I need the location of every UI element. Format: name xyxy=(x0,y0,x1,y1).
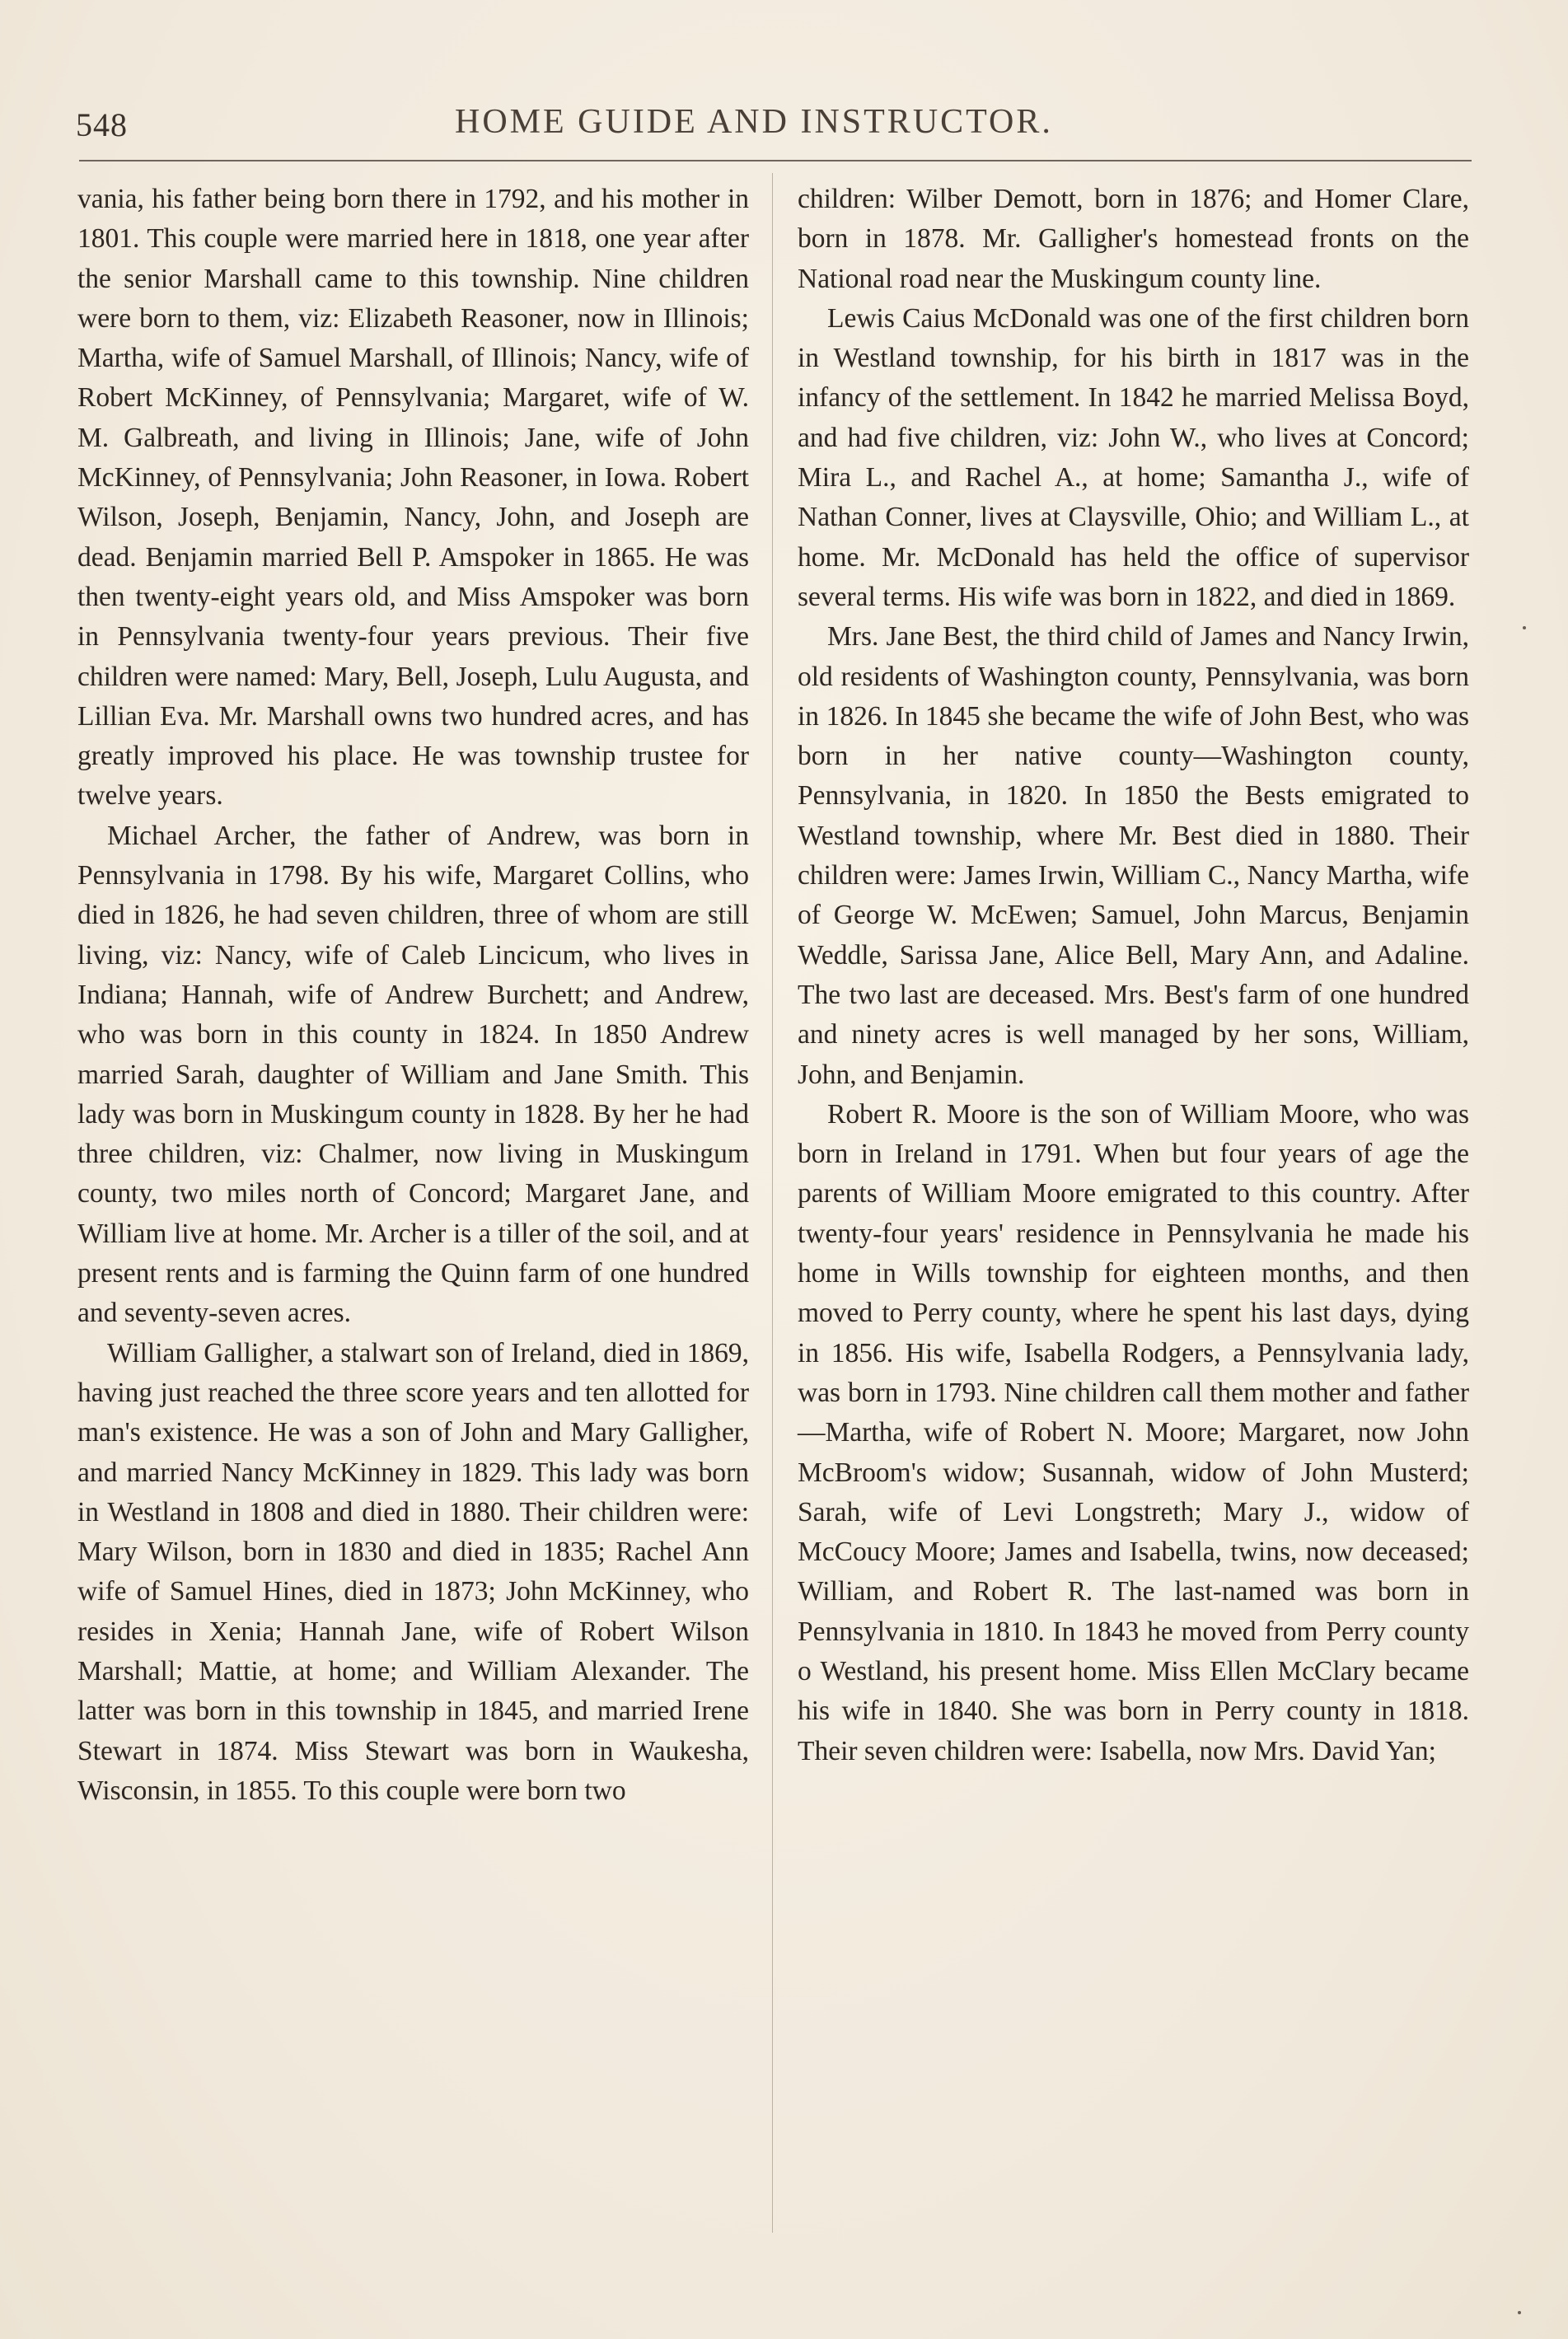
column-divider xyxy=(772,173,773,2233)
paragraph-archer: Michael Archer, the father of Andrew, was born in Pennsylvania in 1798. By his wife, Margaret Collins, who died in 1826, he had seven children, three of whom are still living, viz: Nancy, wife of Caleb Lincicum, who lives in Indiana; Hannah, wife of Andrew Burchett; and Andrew, who was born in this county in 1824. In 1850 Andrew married Sarah, daughter of William and Jane Smith. This lady was born in Muskingum county in 1828. By her he had three children, viz: Chalmer, now living in Muskingum county, two miles north of Concord; Margaret Jane, and William live at home. Mr. Archer is a tiller of the soil, and at present rents and is farming the Quinn farm of one hundred and seventy-seven acres. xyxy=(77,820,749,1329)
header-rule xyxy=(79,160,1472,161)
paragraph-mcdonald: Lewis Caius McDonald was one of the first children born in Westland township, for his birth in 1817 was in the infancy of the settlement. In 1842 he married Melissa Boyd, and had five children, viz: John W., who lives at Concord; Mira L., and Rachel A., at home; Samantha J., wife of Nathan Conner, lives at Claysville, Ohio; and William L., at home. Mr. McDonald has held the office of supervisor several terms. His wife was born in 1822, and died in 1869. xyxy=(798,302,1469,612)
left-column xyxy=(77,180,749,1811)
paragraph-best: Mrs. Jane Best, the third child of James and Nancy Irwin, old residents of Washington county, Pennsylvania, was born in 1826. In 1845 she became the wife of John Best, who was born in her native county—Washington county, Pennsylvania, in 1820. In 1850 the Bests emigrated to Westland township, where Mr. Best died in 1880. Their children were: James Irwin, William C., Nancy Martha, wife of George W. McEwen; Samuel, John Marcus, Benjamin Weddle, Sarissa Jane, Alice Bell, Mary Ann, and Adaline. The two last are deceased. Mrs. Best's farm of one hundred and ninety acres is well managed by her sons, William, John, and Benjamin. xyxy=(798,621,1469,1090)
ink-speck xyxy=(1518,2311,1521,2314)
paragraph-marshall-continued: vania, his father being born there in 1792, and his mother in 1801. This couple were married here in 1818, one year after the senior Marshall came to this township. Nine children were born to them, viz: Elizabeth Reasoner, now in Illinois; Martha, wife of Samuel Marshall, of Illinois; Nancy, wife of Robert McKinney, of Pennsylvania; Margaret, wife of W. M. Galbreath, and living in Illinois; Jane, wife of John McKinney, of Pennsylvania; John Reasoner, in Iowa. Robert Wilson, Joseph, Benjamin, Nancy, John, and Joseph are dead. Benjamin married Bell P. Amspoker in 1865. He was then twenty-eight years old, and Miss Amspoker was born in Pennsylvania twenty-four years previous. Their five children were named: Mary, Bell, Joseph, Lulu Augusta, and Lillian Eva. Mr. Marshall owns two hundred acres, and has greatly improved his place. He was township trustee for twelve years. xyxy=(77,184,749,812)
paragraph-galligher-continued: children: Wilber Demott, born in 1876; and Homer Clare, born in 1878. Mr. Galligher's homestead fronts on the National road near the Muskingum county line. xyxy=(798,184,1469,294)
right-column xyxy=(798,180,1469,1771)
running-title: HOME GUIDE AND INSTRUCTOR. xyxy=(455,103,1053,141)
page-number: 548 xyxy=(76,106,128,143)
page-header xyxy=(76,97,1468,147)
paragraph-galligher: William Galligher, a stalwart son of Ireland, died in 1869, having just reached the three score years and ten allotted for man's existence. He was a son of John and Mary Galligher, and married Nancy McKinney in 1829. This lady was born in Westland in 1808 and died in 1880. Their children were: Mary Wilson, born in 1830 and died in 1835; Rachel Ann wife of Samuel Hines, died in 1873; John McKinney, who resides in Xenia; Hannah Jane, wife of Robert Wilson Marshall; Mattie, at home; and William Alexander. The latter was born in this township in 1845, and married Irene Stewart in 1874. Miss Stewart was born in Waukesha, Wisconsin, in 1855. To this couple were born two xyxy=(77,1337,749,1806)
ink-speck xyxy=(1523,626,1526,629)
paragraph-moore: Robert R. Moore is the son of William Moore, who was born in Ireland in 1791. When but four years of age the parents of William Moore emigrated to this country. After twenty-four years' residence in Pennsylvania he made his home in Wills township for eighteen months, and then moved to Perry county, where he spent his last days, dying in 1856. His wife, Isabella Rodgers, a Pennsylvania lady, was born in 1793. Nine children call them mother and father—Martha, wife of Robert N. Moore; Margaret, now John McBroom's widow; Susannah, widow of John Musterd; Sarah, wife of Levi Longstreth; Mary J., widow of McCoucy Moore; James and Isabella, twins, now deceased; William, and Robert R. The last-named was born in Pennsylvania in 1810. In 1843 he moved from Perry county o Westland, his present home. Miss Ellen McClary became his wife in 1840. She was born in Perry county in 1818. Their seven children were: Isabella, now Mrs. David Yan; xyxy=(798,1098,1469,1766)
